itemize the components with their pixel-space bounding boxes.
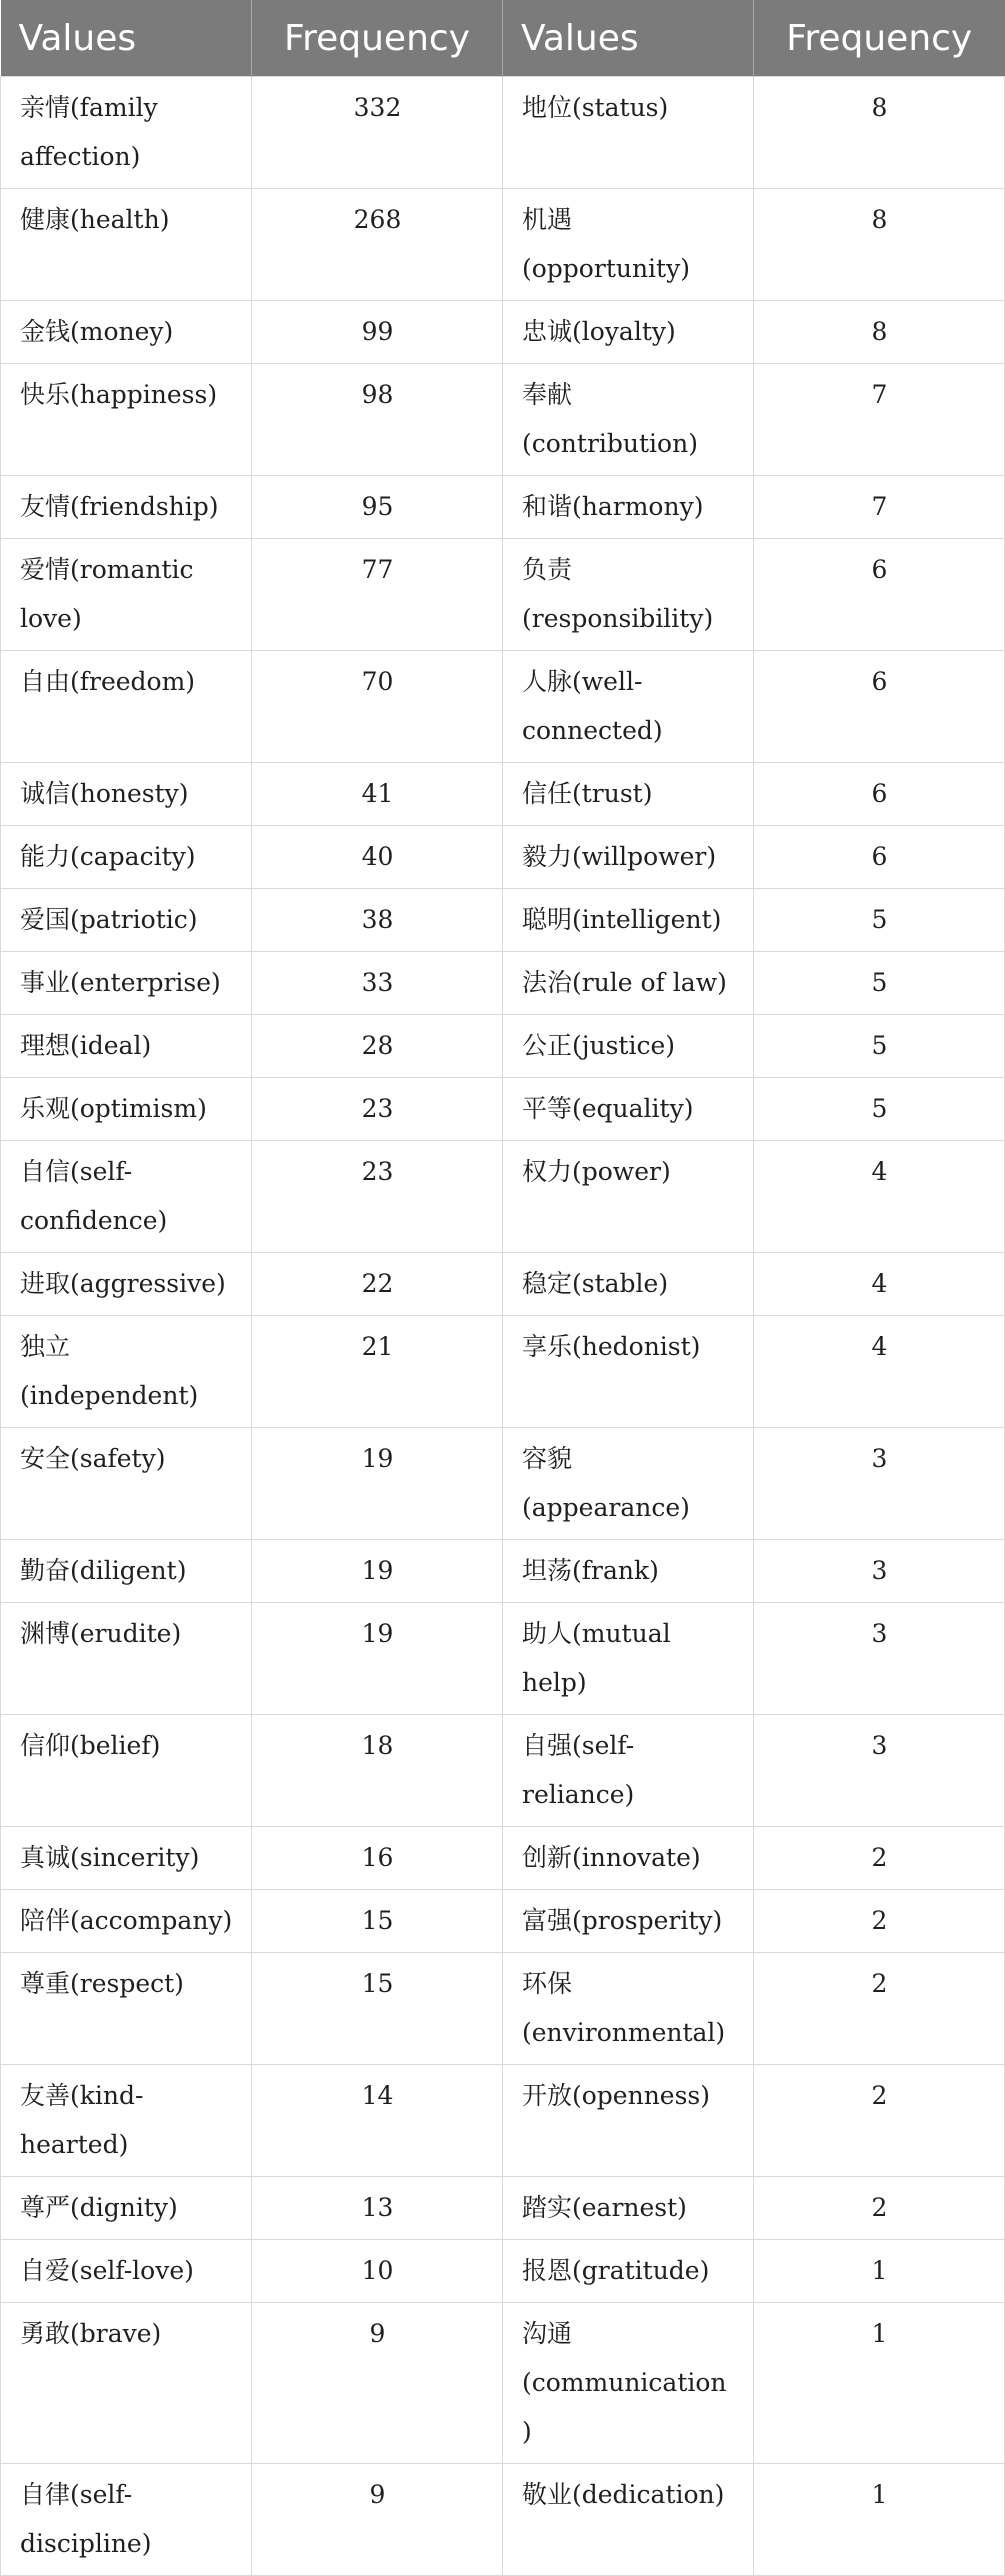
frequency-cell: 18	[252, 1715, 503, 1827]
frequency-cell: 8	[754, 301, 1005, 364]
frequency-cell: 23	[252, 1141, 503, 1253]
header-row	[1, 0, 1005, 77]
value-cell: 能力(capacity)	[1, 826, 252, 889]
frequency-cell: 14	[252, 2065, 503, 2177]
frequency-cell: 23	[252, 1078, 503, 1141]
value-cell: 自由(freedom)	[1, 651, 252, 763]
frequency-cell: 5	[754, 889, 1005, 952]
value-cell: 负责(responsibility)	[503, 539, 754, 651]
frequency-cell: 4	[754, 1253, 1005, 1316]
value-cell: 自强(self-reliance)	[503, 1715, 754, 1827]
table-row	[1, 2303, 1005, 2464]
value-cell: 环保(environmental)	[503, 1953, 754, 2065]
frequency-cell: 33	[252, 952, 503, 1015]
frequency-cell: 2	[754, 2177, 1005, 2240]
table-row	[1, 2464, 1005, 2576]
value-cell: 渊博(erudite)	[1, 1603, 252, 1715]
table-row	[1, 1715, 1005, 1827]
frequency-cell: 98	[252, 364, 503, 476]
value-cell: 权力(power)	[503, 1141, 754, 1253]
table-row	[1, 2240, 1005, 2303]
frequency-cell: 21	[252, 1316, 503, 1428]
value-cell: 稳定(stable)	[503, 1253, 754, 1316]
value-cell: 忠诚(loyalty)	[503, 301, 754, 364]
value-cell: 公正(justice)	[503, 1015, 754, 1078]
value-cell: 诚信(honesty)	[1, 763, 252, 826]
frequency-cell: 15	[252, 1890, 503, 1953]
value-cell: 进取(aggressive)	[1, 1253, 252, 1316]
value-cell: 助人(mutual help)	[503, 1603, 754, 1715]
frequency-cell: 22	[252, 1253, 503, 1316]
value-cell: 理想(ideal)	[1, 1015, 252, 1078]
value-cell: 自信(self-confidence)	[1, 1141, 252, 1253]
table-row	[1, 826, 1005, 889]
frequency-cell: 99	[252, 301, 503, 364]
frequency-cell: 9	[252, 2464, 503, 2576]
value-cell: 陪伴(accompany)	[1, 1890, 252, 1953]
frequency-cell: 41	[252, 763, 503, 826]
value-cell: 聪明(intelligent)	[503, 889, 754, 952]
header-values-2: Values	[503, 0, 754, 77]
frequency-cell: 4	[754, 1316, 1005, 1428]
value-cell: 坦荡(frank)	[503, 1540, 754, 1603]
frequency-cell: 1	[754, 2464, 1005, 2576]
frequency-cell: 3	[754, 1715, 1005, 1827]
table-row	[1, 2177, 1005, 2240]
table-row	[1, 651, 1005, 763]
table-row	[1, 476, 1005, 539]
frequency-cell: 8	[754, 189, 1005, 301]
value-cell: 沟通(communication)	[503, 2303, 754, 2464]
table-row	[1, 1953, 1005, 2065]
value-cell: 报恩(gratitude)	[503, 2240, 754, 2303]
frequency-cell: 5	[754, 1078, 1005, 1141]
value-cell: 健康(health)	[1, 189, 252, 301]
table-body	[1, 77, 1005, 2576]
value-cell: 创新(innovate)	[503, 1827, 754, 1890]
value-cell: 容貌(appearance)	[503, 1428, 754, 1540]
table-row	[1, 952, 1005, 1015]
value-cell: 亲情(family affection)	[1, 77, 252, 189]
value-cell: 爱情(romantic love)	[1, 539, 252, 651]
value-cell: 奉献(contribution)	[503, 364, 754, 476]
frequency-cell: 3	[754, 1428, 1005, 1540]
table-row	[1, 1253, 1005, 1316]
table-header	[1, 0, 1005, 77]
value-cell: 真诚(sincerity)	[1, 1827, 252, 1890]
table-row	[1, 1316, 1005, 1428]
value-cell: 金钱(money)	[1, 301, 252, 364]
value-cell: 和谐(harmony)	[503, 476, 754, 539]
table-row	[1, 1827, 1005, 1890]
value-cell: 毅力(willpower)	[503, 826, 754, 889]
value-cell: 信任(trust)	[503, 763, 754, 826]
table-row	[1, 1890, 1005, 1953]
frequency-cell: 19	[252, 1540, 503, 1603]
table-row	[1, 2065, 1005, 2177]
value-cell: 地位(status)	[503, 77, 754, 189]
table-row	[1, 1015, 1005, 1078]
frequency-cell: 2	[754, 1890, 1005, 1953]
frequency-cell: 38	[252, 889, 503, 952]
frequency-cell: 7	[754, 364, 1005, 476]
frequency-cell: 3	[754, 1540, 1005, 1603]
value-cell: 自律(self-discipline)	[1, 2464, 252, 2576]
value-cell: 平等(equality)	[503, 1078, 754, 1141]
value-cell: 信仰(belief)	[1, 1715, 252, 1827]
value-cell: 独立(independent)	[1, 1316, 252, 1428]
value-cell: 法治(rule of law)	[503, 952, 754, 1015]
value-cell: 人脉(well-connected)	[503, 651, 754, 763]
table-row	[1, 1078, 1005, 1141]
table-row	[1, 1540, 1005, 1603]
frequency-cell: 332	[252, 77, 503, 189]
value-cell: 踏实(earnest)	[503, 2177, 754, 2240]
value-cell: 乐观(optimism)	[1, 1078, 252, 1141]
frequency-cell: 6	[754, 826, 1005, 889]
frequency-cell: 15	[252, 1953, 503, 2065]
table-row	[1, 763, 1005, 826]
value-cell: 爱国(patriotic)	[1, 889, 252, 952]
value-cell: 勤奋(diligent)	[1, 1540, 252, 1603]
frequency-cell: 6	[754, 539, 1005, 651]
value-cell: 享乐(hedonist)	[503, 1316, 754, 1428]
header-frequency-1: Frequency	[252, 0, 503, 77]
frequency-cell: 77	[252, 539, 503, 651]
value-cell: 敬业(dedication)	[503, 2464, 754, 2576]
frequency-cell: 13	[252, 2177, 503, 2240]
frequency-cell: 1	[754, 2240, 1005, 2303]
header-frequency-2: Frequency	[754, 0, 1005, 77]
frequency-cell: 3	[754, 1603, 1005, 1715]
frequency-cell: 28	[252, 1015, 503, 1078]
value-cell: 开放(openness)	[503, 2065, 754, 2177]
table-row	[1, 1141, 1005, 1253]
value-cell: 安全(safety)	[1, 1428, 252, 1540]
frequency-cell: 70	[252, 651, 503, 763]
frequency-cell: 10	[252, 2240, 503, 2303]
frequency-cell: 95	[252, 476, 503, 539]
frequency-cell: 5	[754, 1015, 1005, 1078]
value-cell: 自爱(self-love)	[1, 2240, 252, 2303]
frequency-cell: 19	[252, 1428, 503, 1540]
value-cell: 机遇(opportunity)	[503, 189, 754, 301]
value-cell: 尊重(respect)	[1, 1953, 252, 2065]
value-cell: 友情(friendship)	[1, 476, 252, 539]
frequency-cell: 9	[252, 2303, 503, 2464]
table-row	[1, 77, 1005, 189]
frequency-cell: 8	[754, 77, 1005, 189]
header-values-1: Values	[1, 0, 252, 77]
value-cell: 友善(kind-hearted)	[1, 2065, 252, 2177]
table-row	[1, 189, 1005, 301]
frequency-cell: 1	[754, 2303, 1005, 2464]
value-cell: 勇敢(brave)	[1, 2303, 252, 2464]
frequency-cell: 2	[754, 1953, 1005, 2065]
frequency-cell: 40	[252, 826, 503, 889]
frequency-cell: 6	[754, 651, 1005, 763]
frequency-cell: 5	[754, 952, 1005, 1015]
frequency-cell: 2	[754, 2065, 1005, 2177]
value-cell: 快乐(happiness)	[1, 364, 252, 476]
frequency-cell: 19	[252, 1603, 503, 1715]
frequency-cell: 4	[754, 1141, 1005, 1253]
frequency-cell: 2	[754, 1827, 1005, 1890]
frequency-cell: 7	[754, 476, 1005, 539]
value-cell: 尊严(dignity)	[1, 2177, 252, 2240]
value-cell: 富强(prosperity)	[503, 1890, 754, 1953]
value-cell: 事业(enterprise)	[1, 952, 252, 1015]
frequency-cell: 268	[252, 189, 503, 301]
table-row	[1, 889, 1005, 952]
table-row	[1, 301, 1005, 364]
frequency-cell: 16	[252, 1827, 503, 1890]
table-row	[1, 364, 1005, 476]
table-row	[1, 1428, 1005, 1540]
frequency-cell: 6	[754, 763, 1005, 826]
table-row	[1, 539, 1005, 651]
table-row	[1, 1603, 1005, 1715]
